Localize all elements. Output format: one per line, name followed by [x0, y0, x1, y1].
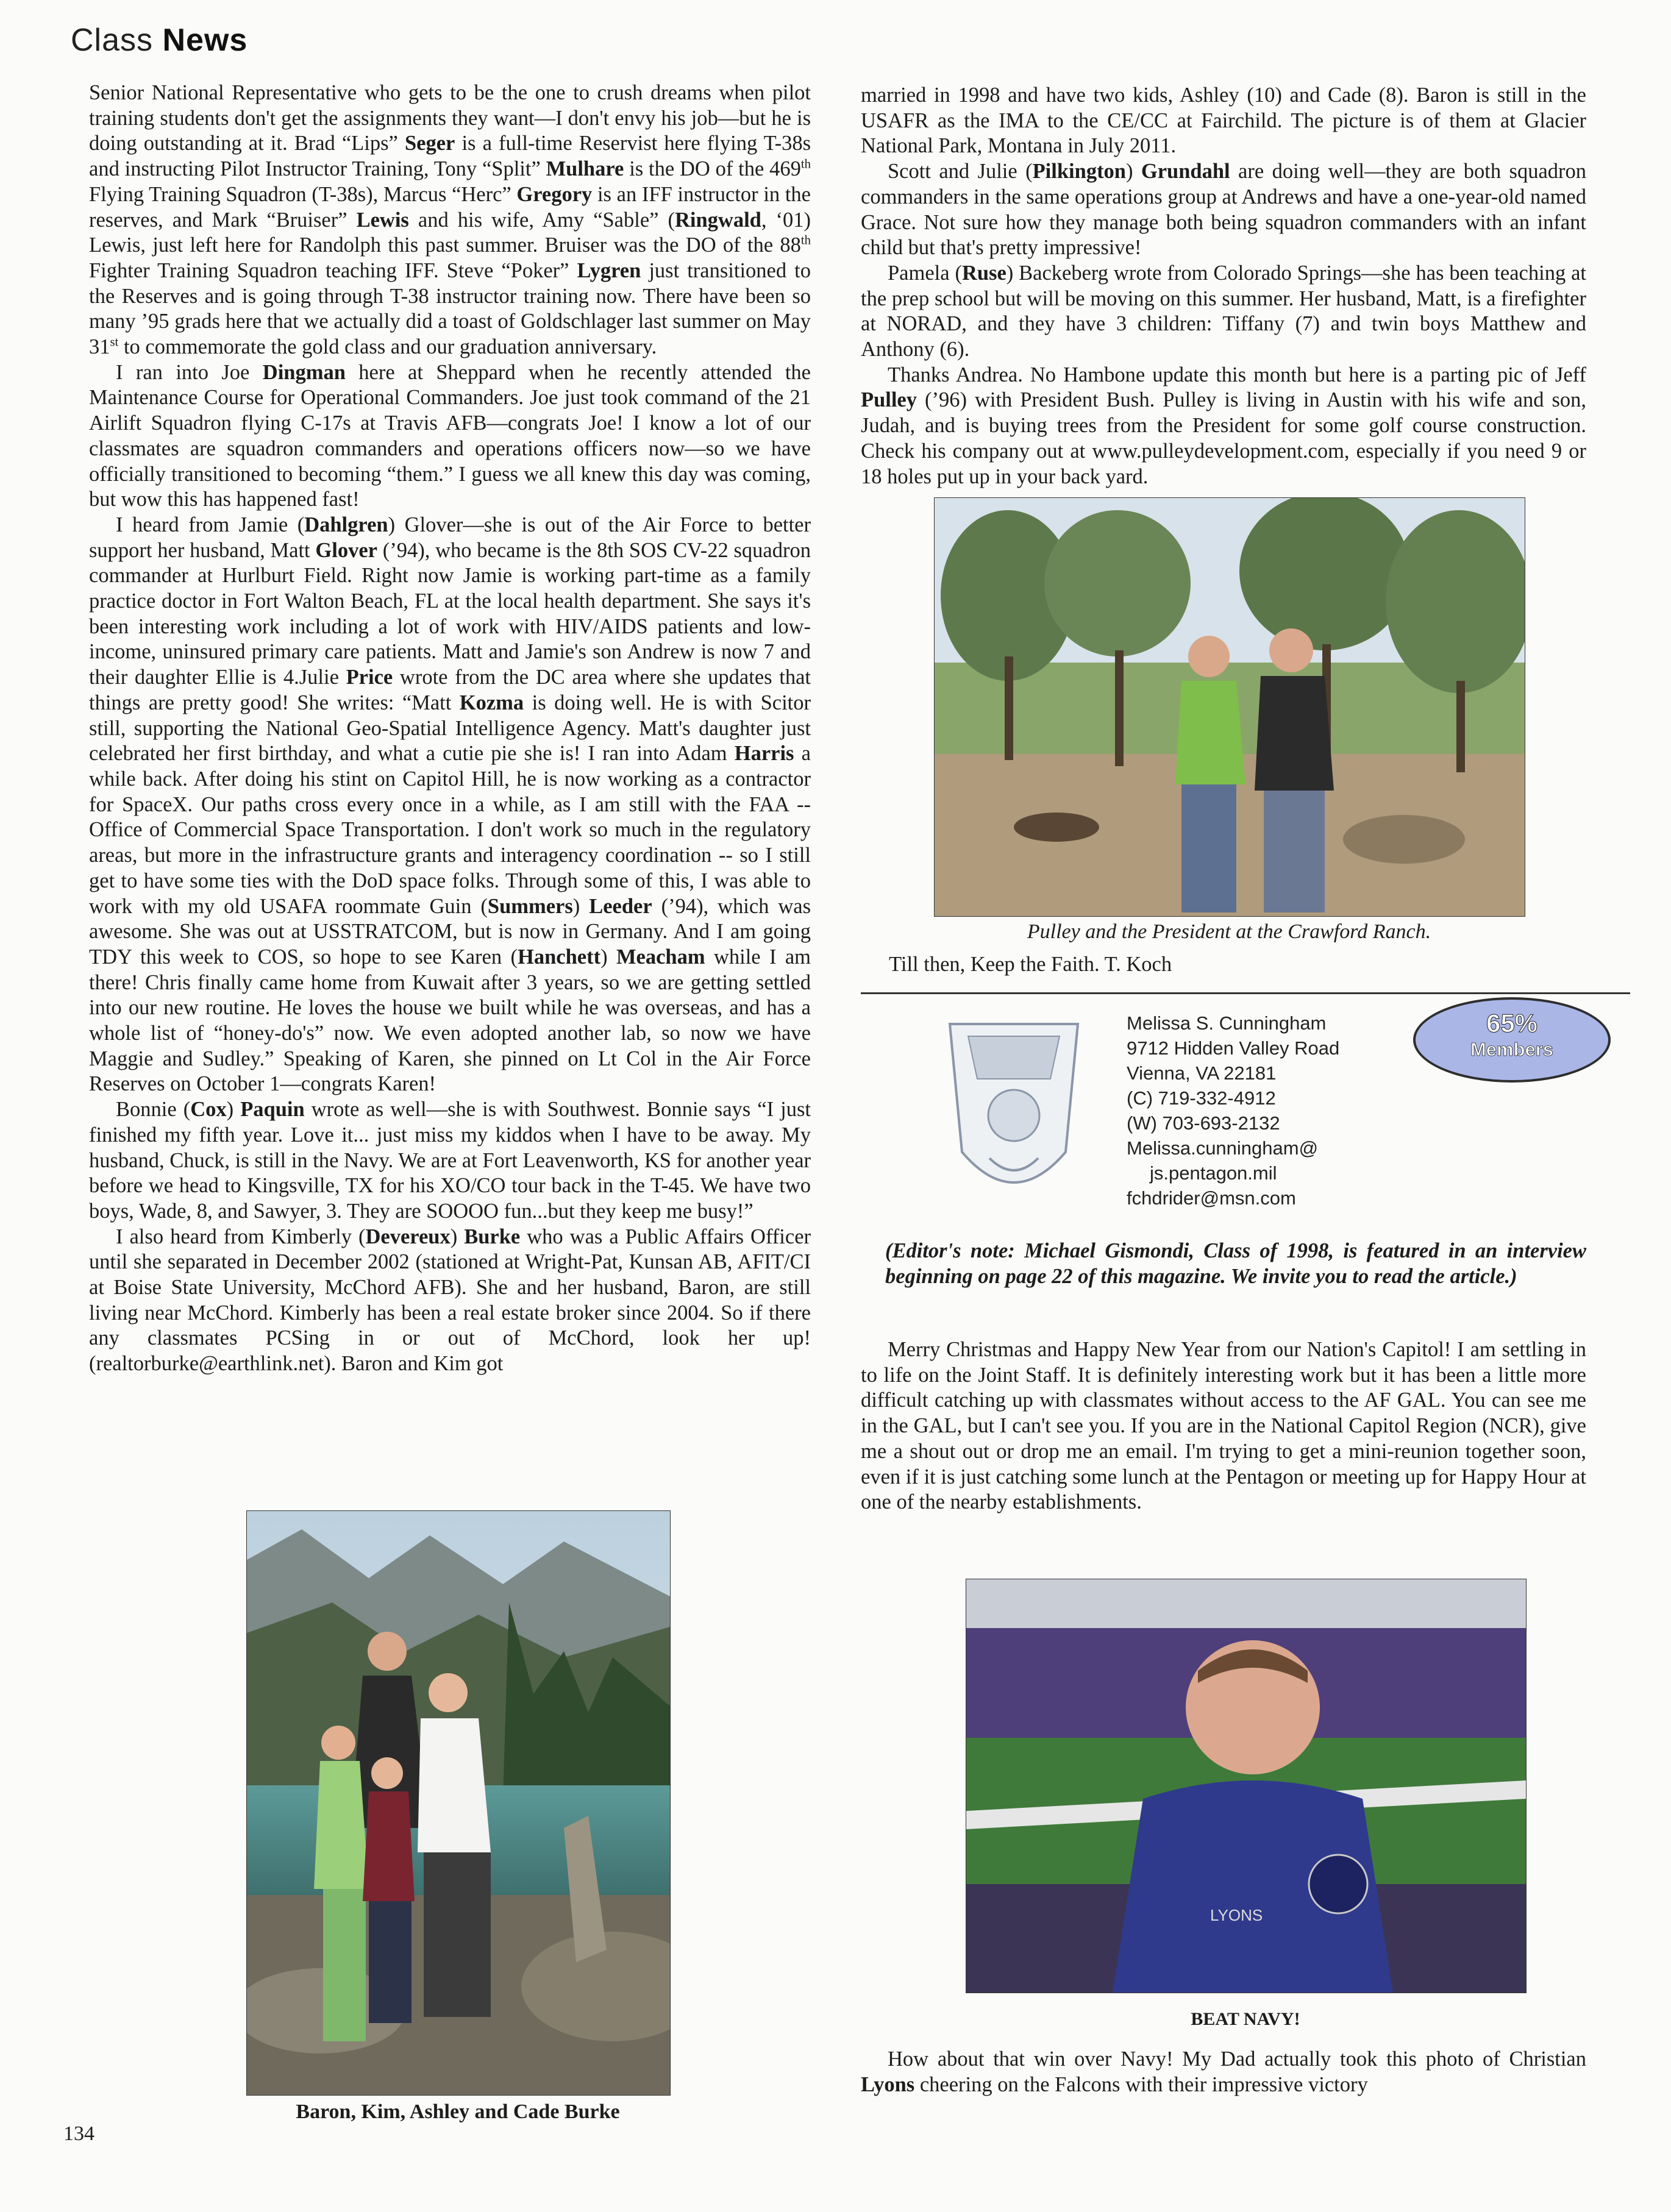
section-divider [861, 992, 1630, 994]
paragraph: I also heard from Kimberly (Devereux) Burke who was a Public Affairs Officer until she separated in December 2002 (stationed at Wright-Pat, Kunsan AB, AFIT/CI at Boise State University, McChord AFB). She and her husband, Baron, are still living near McChord. Kimberly has been a real estate broker since 2004. So if there any classmates PCSing in or out of McChord, look her up! (realtorburke@earthlink.net). Baron and Kim got [89, 1225, 811, 1376]
burke-photo-image [247, 1511, 670, 2095]
paragraph: Senior National Representative who gets to be the one to crush dreams when pilot training students don't get the assignments they want—I don't envy his job—but he is doing outstanding at it. Brad “Lips” Seger is a full-time Reservist here flying T-38s and instructing Pilot Instructor Training, Tony “Split” Mulhare is the DO of the 469th Flying Training Squadron (T-38s), Marcus “Herc” Gregory is an IFF instructor in the reserves, and Mark “Bruiser” Lewis and his wife, Amy “Sable” (Ringwald, ‘01) Lewis, just left here for Randolph this past summer. Bruiser was the DO of the 88th Fighter Training Squadron teaching IFF. Steve “Poker” Lygren just transitioned to the Reserves and is going through T-38 instructor training now. There have been so many ’95 grads here that we actually did a toast of Goldschlager last summer on May 31st to commemorate the gold class and our graduation anniversary. [89, 81, 811, 359]
membership-badge [1413, 997, 1611, 1083]
right-column-middle [861, 1337, 1586, 1515]
signoff: Till then, Keep the Faith. T. Koch [889, 953, 1172, 976]
page-header [71, 22, 248, 59]
beat-navy-photo-image [966, 1579, 1526, 1993]
left-column [89, 80, 811, 1377]
paragraph: Pamela (Ruse) Backeberg wrote from Colorado Springs—she has been teaching at the prep school but will be moving on this summer. Her husband, Matt, is a firefighter at NORAD, and they have 3 children: Tiffany (7) and twin boys Matthew and Anthony (6). [861, 261, 1586, 361]
paragraph: I heard from Jamie (Dahlgren) Glover—she is out of the Air Force to better support her husband, Matt Glover (’94), who became is the 8th SOS CV-22 squadron commander at Hurlburt Field. Right now Jamie is working part-time as a family practice doctor in Fort Walton Beach, FL at the local health department. She says it's been interesting work including a lot of work with HIV/AIDS patients and low-income, uninsured primary care patients. Matt and Jamie's son Andrew is now 7 and their daughter Ellie is 4.Julie Price wrote from the DC area where she updates that things are pretty good! She writes: “Matt Kozma is doing well. He is with Scitor still, supporting the National Geo-Spatial Intelligence Agency. Matt's daughter just celebrated her first birthday, and what a cutie pie she is! I ran into Adam Harris a while back. After doing his stint on Capitol Hill, he is now working as a contractor for SpaceX. Our paths cross every once in a while, as I am still with the FAA -- Office of Commercial Space Transportation. I don't work so much in the regulatory areas, but more in the infrastructure grants and interagency coordination -- so I still get to have some ties with the DoD space folks. Through some of this, I was able to work with my old USAFA roommate Guin (Summers) Leeder (’94), which was awesome. She was out at USSTRATCOM, but is now in Germany. And I am going TDY this week to COS, so hope to see Karen (Hanchett) Meacham while I am there! Chris finally came home from Kuwait after 3 years, so we are getting settled into our new routine. He loves the house we built while he was overseas, and has a whole list of “honey-do's” now. We even adopted another lab, so now we have Maggie and Sudley.” Speaking of Karen, she pinned on Lt Col in the Air Force Reserves on October 1—congrats Karen! [89, 513, 811, 1096]
editor-note: (Editor's note: Michael Gismondi, Class of 1998, is featured in an interview beginning on page 22 of this magazine. We invite you to read the article.) [885, 1239, 1586, 1288]
contact-street: 9712 Hidden Valley Road [1127, 1037, 1340, 1059]
beat-navy-caption: BEAT NAVY! [1191, 2009, 1300, 2029]
pulley-photo-caption: Pulley and the President at the Crawford Ranch. [1027, 920, 1431, 943]
paragraph: Scott and Julie (Pilkington) Grundahl are doing well—they are both squadron commanders in the same operations group at Andrews and have a one-year-old named Grace. Not sure how they manage both being squadron commanders with an infant child but that's pretty impressive! [861, 160, 1586, 260]
contact-work-phone: (W) 703-693-2132 [1127, 1112, 1280, 1134]
contact-email-domain[interactable]: js.pentagon.mil [1150, 1162, 1277, 1184]
contact-city: Vienna, VA 22181 [1127, 1062, 1277, 1084]
beat-navy-photo [966, 1579, 1527, 1993]
paragraph: I ran into Joe Dingman here at Sheppard when he recently attended the Maintenance Course for Operational Commanders. Joe just took command of the 21 Airlift Squadron flying C-17s at Travis AFB—congrats Joe! I know a lot of our classmates are squadron commanders and operations officers now—so we have officially transitioned to becoming “them.” I guess we all knew this day was coming, but wow this has happened fast! [89, 360, 811, 511]
class-contact-info [1127, 1011, 1339, 1211]
paragraph: married in 1998 and have two kids, Ashley (10) and Cade (8). Baron is still in the USAFR as the IMA to the CE/CC at Fairchild. The picture is of them at Glacier National Park, Montana in July 2011. [861, 84, 1586, 158]
right-column-bottom [861, 2047, 1586, 2097]
paragraph: Thanks Andrea. No Hambone update this month but here is a parting pic of Jeff Pulley (’96) with President Bush. Pulley is living in Austin with his wife and son, Judah, and is buying trees from the President for some golf course construction. Check his company out at www.pulleydevelopment.com, especially if you need 9 or 18 holes put up in your back yard. [861, 363, 1586, 488]
membership-label: Members [1470, 1039, 1554, 1060]
pulley-bush-photo [934, 497, 1525, 917]
header-title: News [162, 23, 248, 58]
membership-percent: 65% [1486, 1009, 1538, 1037]
right-column-top [861, 83, 1586, 489]
class-crest-icon [944, 1012, 1084, 1213]
paragraph: How about that win over Navy! My Dad actually took this photo of Christian Lyons cheering on the Falcons with their impressive victory [861, 2047, 1586, 2096]
header-prefix: Class [71, 23, 154, 58]
burke-family-photo [246, 1510, 671, 2096]
contact-email[interactable]: Melissa.cunningham@ [1127, 1137, 1319, 1159]
contact-email-2[interactable]: fchdrider@msn.com [1127, 1187, 1296, 1209]
burke-photo-caption: Baron, Kim, Ashley and Cade Burke [296, 2100, 620, 2123]
pulley-photo-image [935, 498, 1525, 916]
paragraph: Bonnie (Cox) Paquin wrote as well—she is with Southwest. Bonnie says “I just finished my fifth year. Love it... just miss my kiddos when I have to be away. My husband, Chuck, is still in the Navy. We are at Fort Leavenworth, KS for another year before we head to Kingsville, TX for his XO/CO tour back in the T-45. We have two boys, Wade, 8, and Sawyer, 3. They are SOOOO fun...but they keep me busy!” [89, 1098, 811, 1223]
contact-cell-phone: (C) 719-332-4912 [1127, 1087, 1276, 1109]
jacket-name-tag: LYONS [1210, 1906, 1263, 1924]
contact-name: Melissa S. Cunningham [1127, 1012, 1327, 1034]
paragraph: Merry Christmas and Happy New Year from our Nation's Capitol! I am settling in to life on the Joint Staff. It is definitely interesting work but it has been a little more difficult catching up with classmates without access to the AF GAL. You can see me in the GAL, but I can't see you. If you are in the National Capitol Region (NCR), give me a shout out or drop me an email. I'm trying to get a mini-reunion together soon, even if it is just catching some lunch at the Pentagon or meeting up for Happy Hour at one of the nearby establishments. [861, 1338, 1586, 1514]
page-number: 134 [63, 2122, 94, 2145]
